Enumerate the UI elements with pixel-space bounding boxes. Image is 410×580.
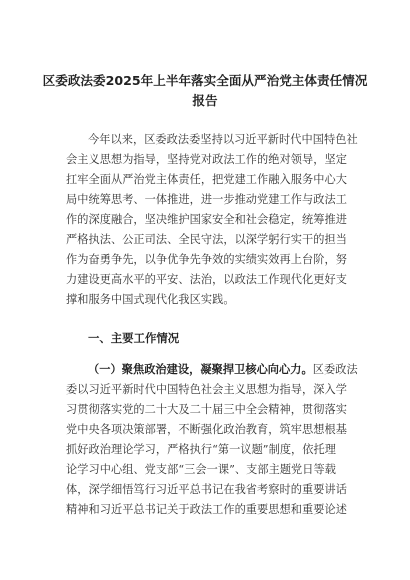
body-line: 论学习中心组、党支部“三会一课”、支部主题党日等载 [66,463,337,476]
subsection-first-line [88,362,362,378]
intro-line: 撑和服务中国式现代化我区实践。 [66,293,235,306]
document-title: 区委政法委2025年上半年落实全面从严治党主体责任情况 [42,73,368,88]
body-line: 体，深学细悟笃行习近平总书记在我省考察时的重要讲话 [66,483,347,496]
intro-line: 作为奋勇争先，以争优争先争效的实绩实效再上台阶，努 [66,253,347,266]
body-line: 抓好政治理论学习，严格执行“第一议题”制度，依托理 [66,443,337,456]
intro-line: 力建设更高水平的平安、法治，以政法工作现代化更好支 [66,273,347,286]
document-title-continued: 报告 [192,93,218,108]
section-heading: 一、主要工作情况 [88,331,180,345]
intro-line: 局中统筹思考、一体推进，进一步推动党建工作与政法工 [66,193,347,206]
intro-line: 会主义思想为指导，坚持党对政法工作的绝对领导，坚定 [66,153,347,166]
body-line: 习贯彻落实党的二十大及二十届三中全会精神，贯彻落实 [66,403,347,416]
intro-line: 严格执法、公正司法、全民守法，以深学躬行实干的担当 [66,233,347,246]
subsection-lead-text: 区委政法 [312,363,358,376]
body-line: 委以习近平新时代中国特色社会主义思想为指导，深入学 [66,383,347,396]
body-line: 党中央各项决策部署，不断强化政治教育，筑牢思想根基 [66,423,347,436]
subsection-heading: （一）聚焦政治建设，凝聚捍卫核心向心力。 [88,363,313,376]
body-line: 精神和习近平总书记关于政法工作的重要思想和重要论述 [66,503,347,516]
intro-line: 扛牢全面从严治党主体责任，把党建工作融入服务中心大 [66,173,347,186]
intro-line: 今年以来，区委政法委坚持以习近平新时代中国特色社 [88,133,358,146]
intro-line: 作的深度融合，坚决维护国家安全和社会稳定，统筹推进 [66,213,347,226]
